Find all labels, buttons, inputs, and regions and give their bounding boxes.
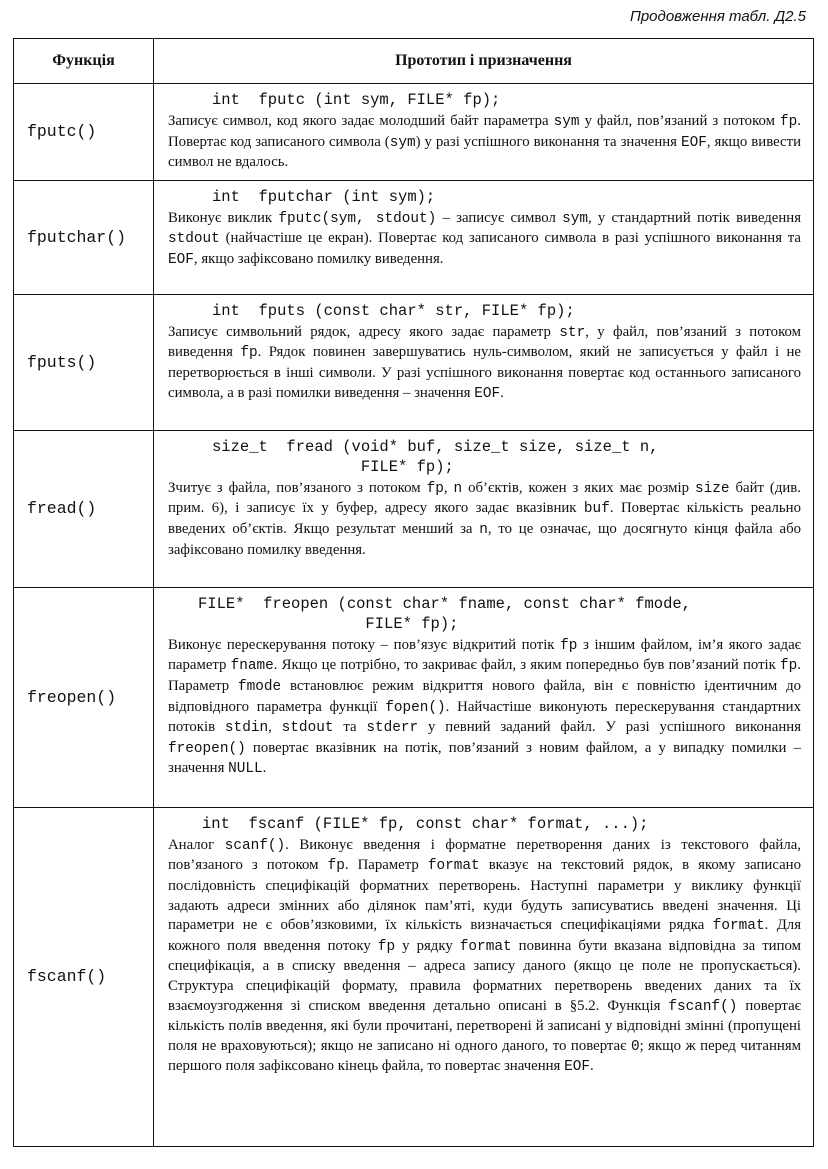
code-fragment: fp — [327, 858, 345, 875]
text-fragment: Аналог — [168, 836, 225, 853]
code-fragment: fopen() — [385, 699, 446, 716]
text-fragment: , якщо вивести символ не вдалось. — [168, 133, 801, 171]
function-description-cell — [154, 430, 814, 587]
text-fragment: у рядку — [395, 937, 460, 954]
function-prototype: int fputs (const char* str, FILE* fp); — [212, 301, 575, 320]
text-fragment: об’єктів, кожен з яких має розмір — [462, 479, 695, 496]
text-fragment: повертає вказівник на потік, пов’язаний з новим файлом, а у випадку помилки – значення — [168, 739, 801, 777]
function-name: freopen() — [14, 587, 154, 807]
function-name: fputc() — [14, 84, 154, 181]
code-fragment: n — [479, 521, 488, 538]
header-prototype: Прототип і призначення — [154, 39, 814, 84]
text-fragment: . — [500, 384, 504, 401]
function-description-cell — [154, 84, 814, 181]
text-fragment: . Повертає кількість реально введених об’єктів. Якщо результат менший за — [168, 500, 801, 537]
text-fragment: вказує на текстовий рядок, в якому записано послідовність специфікацій форматних перетворень. Наступні параметри у виклику функції задають адреси змінних або ділянок пам’яті, куди будуть записуватись введені значення. Ці параметри не є обов’язковими, їх кількість визначається специфікаціями рядка — [168, 857, 801, 934]
code-fragment: fp — [426, 480, 444, 497]
text-fragment: , у стандартний потік виведення — [588, 209, 801, 226]
code-fragment: fmode — [237, 678, 282, 695]
function-description-cell — [154, 807, 814, 1146]
function-prototype: int fscanf (FILE* fp, const char* format, ...); — [202, 814, 649, 833]
code-fragment: stdout — [281, 720, 334, 737]
text-fragment: , — [268, 719, 282, 736]
table-row — [14, 180, 814, 294]
text-fragment: . Параметр — [168, 657, 801, 694]
text-fragment: Записує символ, код якого задає молодший байт параметра — [168, 113, 554, 129]
table-header-row — [14, 39, 814, 84]
code-fragment: format — [712, 918, 765, 935]
code-fragment: EOF — [680, 134, 707, 151]
text-fragment: . Повертає код записаного символа ( — [168, 113, 801, 150]
text-fragment: , у файл, пов’язаний з потоком виведення — [168, 323, 801, 361]
function-description — [168, 112, 801, 173]
function-name: fputs() — [14, 294, 154, 430]
code-fragment: NULL — [228, 761, 263, 778]
function-description — [168, 323, 801, 404]
code-fragment: sym — [562, 210, 588, 227]
text-fragment: . Якщо це потрібно, то закриває файл, з яким попередньо був пов’язаний потік — [273, 657, 781, 674]
text-fragment: Записує символьний рядок, адресу якого задає параметр — [168, 323, 560, 340]
code-fragment: fputc(sym, stdout) — [278, 210, 437, 227]
code-fragment: size — [694, 480, 730, 497]
code-fragment: scanf() — [224, 837, 286, 854]
function-prototype: size_t fread (void* buf, size_t size, size_t n, FILE* fp); — [212, 437, 659, 476]
text-fragment: ) у разі успішного виконання та значення — [415, 133, 681, 150]
header-function: Функція — [14, 39, 154, 84]
code-fragment: str — [559, 324, 586, 341]
function-prototype: int fputc (int sym, FILE* fp); — [212, 91, 501, 109]
text-fragment: , якщо зафіксовано помилку виведення. — [193, 250, 444, 267]
function-description-cell — [154, 180, 814, 294]
text-fragment: з іншим файлом, ім’я якого задає параметр — [168, 636, 801, 674]
table-row — [14, 294, 814, 430]
text-fragment: . Параметр — [344, 857, 428, 874]
function-description-cell — [154, 587, 814, 807]
function-prototype: FILE* freopen (const char* fname, const char* fmode, FILE* fp); — [198, 594, 691, 633]
text-fragment: Зчитує з файла, пов’язаного з потоком — [168, 479, 427, 496]
function-description — [168, 209, 801, 271]
function-description — [168, 479, 801, 560]
text-fragment: у певний заданий файл. У разі успішного виконання — [418, 719, 802, 736]
text-fragment: – записує символ — [436, 209, 563, 226]
text-fragment: . Виконує введення і форматне перетворення даних із текстового файла, пов’язаного з потоком — [168, 836, 801, 874]
text-fragment: встановлює режим відкриття нового файла, він є повністю ідентичним до відповідного параметра функції — [168, 677, 801, 715]
table-row — [14, 84, 814, 181]
text-fragment: (найчастіше це екран). Повертає код записаного символа в разі успішного виконання та — [219, 230, 801, 247]
code-fragment: fp — [560, 637, 578, 654]
text-fragment: Виконує перескерування потоку – пов’язує відкритий потік — [168, 636, 561, 653]
code-fragment: sym — [553, 114, 580, 130]
text-fragment: . Для кожного поля введення потоку — [168, 917, 802, 954]
table-row — [14, 587, 814, 807]
text-fragment: та — [333, 719, 367, 736]
function-name: fputchar() — [14, 180, 154, 294]
text-fragment: ; якщо ж перед читанням першого поля зафіксовано кінець файла, то повертає значення — [168, 1037, 801, 1075]
text-fragment: байт (див. прим. 6), і записує їх у буфер, адресу якого задає вказівник — [168, 479, 801, 517]
text-fragment: . Найчастіше виконують перескерування стандартних потоків — [168, 698, 801, 736]
text-fragment: . — [589, 1058, 594, 1075]
code-fragment: format — [459, 938, 512, 955]
code-fragment: buf — [583, 501, 610, 518]
code-fragment: fscanf() — [668, 998, 738, 1015]
text-fragment: у файл, пов’язаний з потоком — [579, 113, 781, 129]
function-prototype: int fputchar (int sym); — [212, 187, 436, 206]
function-name: fread() — [14, 430, 154, 587]
code-fragment: fp — [780, 658, 798, 675]
text-fragment: . Рядок повинен завершуватись нуль-символом, який не записується у файл і не перетворюється в інші символи. У разі успішного виконання повертає код останнього записаного символа, а в разі помилки виведення – значення — [168, 344, 801, 401]
code-fragment: fname — [230, 658, 274, 675]
code-fragment: fp — [377, 938, 396, 955]
function-description — [168, 836, 801, 1078]
function-description — [168, 636, 801, 780]
text-fragment: повертає кількість полів введення, які були прочитані, перетворені й записані у відповідні змінні (пропущені поля не враховуються); якщо не записано ні одного даного, то повертає — [168, 997, 801, 1054]
table-row — [14, 430, 814, 587]
function-name: fscanf() — [14, 807, 154, 1146]
code-fragment: stdout — [168, 231, 220, 248]
table-row — [14, 807, 814, 1146]
code-fragment: fp — [240, 345, 258, 362]
code-fragment: EOF — [564, 1059, 590, 1076]
code-fragment: format — [427, 858, 480, 875]
code-fragment: fp — [780, 114, 798, 130]
text-fragment: . — [262, 760, 267, 777]
function-description-cell — [154, 294, 814, 430]
table-continuation-caption: Продовження табл. Д2.5 — [629, 8, 806, 25]
code-fragment: stderr — [366, 720, 419, 737]
text-fragment: Виконує виклик — [168, 209, 279, 226]
code-fragment: sym — [389, 134, 416, 151]
text-fragment: , — [443, 479, 454, 496]
code-fragment: freopen() — [168, 740, 246, 757]
text-fragment: , то це означає, що досягнуто кінця файла або зафіксовано помилку введення. — [168, 520, 801, 558]
code-fragment: stdin — [224, 720, 269, 737]
functions-table — [13, 38, 814, 1147]
code-fragment: 0 — [630, 1038, 640, 1055]
code-fragment: EOF — [474, 385, 501, 402]
code-fragment: n — [453, 480, 463, 497]
code-fragment: EOF — [168, 251, 194, 268]
text-fragment: повинна бути вказана відповідна за типом специфікація, а в списку введення – адреса запису даного (якщо це поле не пропускається). Структура специфікацій формату, правила форматних перетворень введених даних та їх взаємоузгодження зі списком введення детально описані в §5.2. Функція — [168, 937, 801, 1014]
